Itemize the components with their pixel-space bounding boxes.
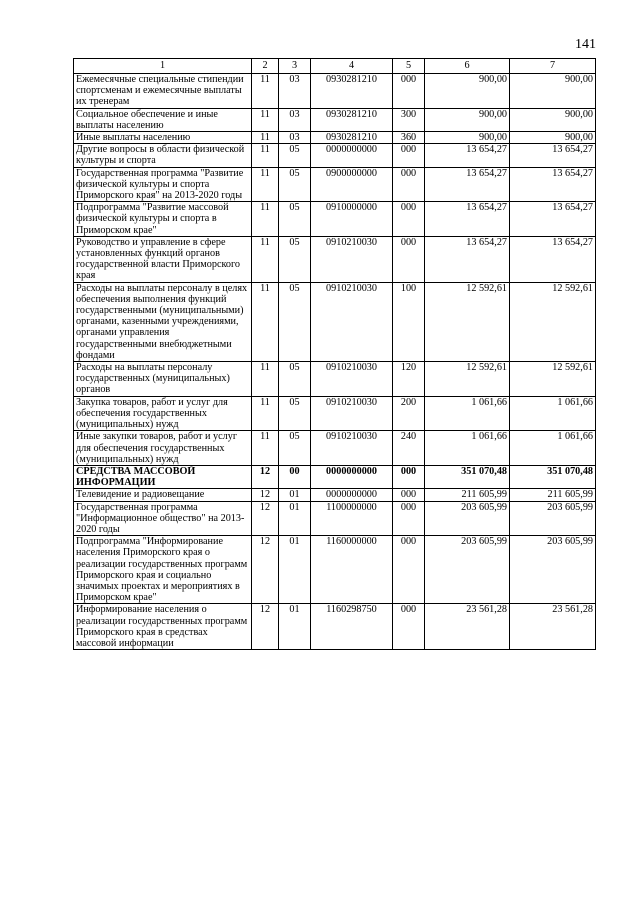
table-row xyxy=(74,282,596,361)
table-row xyxy=(74,236,596,282)
row-amount-year-1: 211 605,99 xyxy=(425,489,510,501)
row-subsection-code: 05 xyxy=(279,431,311,466)
row-expense-type-code: 000 xyxy=(393,536,425,604)
table-row xyxy=(74,604,596,650)
row-amount-year-2: 12 592,61 xyxy=(510,282,596,361)
row-section-code: 12 xyxy=(252,501,279,536)
table-row xyxy=(74,396,596,431)
row-expense-type-code: 000 xyxy=(393,74,425,109)
row-name: Другие вопросы в области физической культуры и спорта xyxy=(74,144,252,167)
row-expense-type-code: 200 xyxy=(393,396,425,431)
row-amount-year-2: 23 561,28 xyxy=(510,604,596,650)
row-subsection-code: 03 xyxy=(279,108,311,131)
row-amount-year-1: 1 061,66 xyxy=(425,431,510,466)
table-row xyxy=(74,489,596,501)
row-target-article-code: 0910000000 xyxy=(311,202,393,237)
header-row xyxy=(74,59,596,74)
row-name: Иные закупки товаров, работ и услуг для обеспечения государственных (муниципальных) нужд xyxy=(74,431,252,466)
row-expense-type-code: 000 xyxy=(393,604,425,650)
row-expense-type-code: 000 xyxy=(393,489,425,501)
column-header: 7 xyxy=(510,59,596,74)
row-name: Подпрограмма "Информирование населения Приморского края о реализации государственных программ Приморского края и социально значимых проектах и мероприятиях в Приморском крае" xyxy=(74,536,252,604)
column-header: 6 xyxy=(425,59,510,74)
table-row xyxy=(74,202,596,237)
row-amount-year-1: 900,00 xyxy=(425,74,510,109)
row-amount-year-1: 12 592,61 xyxy=(425,282,510,361)
table-row xyxy=(74,431,596,466)
row-expense-type-code: 300 xyxy=(393,108,425,131)
row-target-article-code: 0000000000 xyxy=(311,465,393,488)
row-subsection-code: 03 xyxy=(279,132,311,144)
row-amount-year-2: 203 605,99 xyxy=(510,536,596,604)
column-header: 4 xyxy=(311,59,393,74)
row-target-article-code: 0900000000 xyxy=(311,167,393,202)
column-header: 5 xyxy=(393,59,425,74)
row-section-code: 11 xyxy=(252,431,279,466)
row-amount-year-2: 13 654,27 xyxy=(510,202,596,237)
table-row xyxy=(74,144,596,167)
row-amount-year-1: 900,00 xyxy=(425,132,510,144)
row-amount-year-1: 23 561,28 xyxy=(425,604,510,650)
row-expense-type-code: 000 xyxy=(393,144,425,167)
page-number: 141 xyxy=(575,37,596,52)
row-section-code: 11 xyxy=(252,144,279,167)
row-name: Телевидение и радиовещание xyxy=(74,489,252,501)
table-row xyxy=(74,536,596,604)
row-target-article-code: 0930281210 xyxy=(311,132,393,144)
row-name: Подпрограмма "Развитие массовой физической культуры и спорта в Приморском крае" xyxy=(74,202,252,237)
row-target-article-code: 0910210030 xyxy=(311,431,393,466)
row-section-code: 11 xyxy=(252,396,279,431)
row-section-code: 12 xyxy=(252,489,279,501)
row-name: СРЕДСТВА МАССОВОЙ ИНФОРМАЦИИ xyxy=(74,465,252,488)
row-amount-year-1: 1 061,66 xyxy=(425,396,510,431)
row-name: Закупка товаров, работ и услуг для обеспечения государственных (муниципальных) нужд xyxy=(74,396,252,431)
row-subsection-code: 05 xyxy=(279,202,311,237)
row-name: Социальное обеспечение и иные выплаты населению xyxy=(74,108,252,131)
row-amount-year-2: 351 070,48 xyxy=(510,465,596,488)
column-header: 1 xyxy=(74,59,252,74)
row-amount-year-2: 12 592,61 xyxy=(510,362,596,397)
row-subsection-code: 05 xyxy=(279,167,311,202)
row-target-article-code: 0910210030 xyxy=(311,282,393,361)
row-target-article-code: 0910210030 xyxy=(311,396,393,431)
row-section-code: 12 xyxy=(252,604,279,650)
row-target-article-code: 0930281210 xyxy=(311,108,393,131)
row-subsection-code: 01 xyxy=(279,501,311,536)
row-subsection-code: 01 xyxy=(279,604,311,650)
row-amount-year-1: 203 605,99 xyxy=(425,536,510,604)
row-amount-year-1: 351 070,48 xyxy=(425,465,510,488)
row-section-code: 11 xyxy=(252,167,279,202)
row-name: Руководство и управление в сфере установленных функций органов государственной власти Приморского края xyxy=(74,236,252,282)
row-amount-year-2: 13 654,27 xyxy=(510,167,596,202)
row-subsection-code: 05 xyxy=(279,396,311,431)
budget-table xyxy=(73,58,596,650)
row-expense-type-code: 100 xyxy=(393,282,425,361)
row-expense-type-code: 120 xyxy=(393,362,425,397)
row-section-code: 11 xyxy=(252,132,279,144)
row-amount-year-1: 203 605,99 xyxy=(425,501,510,536)
table-row xyxy=(74,108,596,131)
row-amount-year-2: 211 605,99 xyxy=(510,489,596,501)
row-name: Расходы на выплаты персоналу государственных (муниципальных) органов xyxy=(74,362,252,397)
row-subsection-code: 03 xyxy=(279,74,311,109)
row-amount-year-1: 900,00 xyxy=(425,108,510,131)
row-amount-year-1: 13 654,27 xyxy=(425,144,510,167)
row-amount-year-2: 203 605,99 xyxy=(510,501,596,536)
row-subsection-code: 05 xyxy=(279,282,311,361)
row-subsection-code: 05 xyxy=(279,362,311,397)
column-header: 3 xyxy=(279,59,311,74)
table-row xyxy=(74,74,596,109)
row-expense-type-code: 000 xyxy=(393,465,425,488)
row-target-article-code: 0000000000 xyxy=(311,489,393,501)
row-section-code: 12 xyxy=(252,465,279,488)
row-name: Государственная программа "Развитие физической культуры и спорта Приморского края" на 2013-2020 годы xyxy=(74,167,252,202)
table-row xyxy=(74,501,596,536)
row-expense-type-code: 000 xyxy=(393,236,425,282)
table-row xyxy=(74,167,596,202)
row-target-article-code: 1100000000 xyxy=(311,501,393,536)
row-subsection-code: 00 xyxy=(279,465,311,488)
row-amount-year-1: 13 654,27 xyxy=(425,202,510,237)
row-target-article-code: 1160298750 xyxy=(311,604,393,650)
row-expense-type-code: 000 xyxy=(393,202,425,237)
column-header: 2 xyxy=(252,59,279,74)
row-subsection-code: 05 xyxy=(279,144,311,167)
row-name: Государственная программа "Информационное общество" на 2013-2020 годы xyxy=(74,501,252,536)
row-target-article-code: 0910210030 xyxy=(311,362,393,397)
row-expense-type-code: 240 xyxy=(393,431,425,466)
row-subsection-code: 01 xyxy=(279,536,311,604)
row-expense-type-code: 000 xyxy=(393,167,425,202)
row-section-code: 11 xyxy=(252,108,279,131)
row-amount-year-1: 12 592,61 xyxy=(425,362,510,397)
row-target-article-code: 0930281210 xyxy=(311,74,393,109)
row-subsection-code: 01 xyxy=(279,489,311,501)
row-amount-year-2: 900,00 xyxy=(510,108,596,131)
row-amount-year-1: 13 654,27 xyxy=(425,236,510,282)
table-row xyxy=(74,362,596,397)
row-target-article-code: 0910210030 xyxy=(311,236,393,282)
row-name: Информирование населения о реализации государственных программ Приморского края в средствах массовой информации xyxy=(74,604,252,650)
row-target-article-code: 0000000000 xyxy=(311,144,393,167)
row-section-code: 11 xyxy=(252,362,279,397)
row-amount-year-2: 13 654,27 xyxy=(510,144,596,167)
row-amount-year-2: 1 061,66 xyxy=(510,396,596,431)
row-target-article-code: 1160000000 xyxy=(311,536,393,604)
table-row xyxy=(74,465,596,488)
row-subsection-code: 05 xyxy=(279,236,311,282)
row-name: Расходы на выплаты персоналу в целях обеспечения выполнения функций государственными (муниципальными) органами, казенными учреждениями, органами управления государственными внебюджетными фондами xyxy=(74,282,252,361)
row-amount-year-2: 1 061,66 xyxy=(510,431,596,466)
row-section-code: 11 xyxy=(252,282,279,361)
row-expense-type-code: 360 xyxy=(393,132,425,144)
row-amount-year-2: 900,00 xyxy=(510,132,596,144)
table-row xyxy=(74,132,596,144)
row-section-code: 11 xyxy=(252,202,279,237)
row-amount-year-2: 13 654,27 xyxy=(510,236,596,282)
row-expense-type-code: 000 xyxy=(393,501,425,536)
row-section-code: 11 xyxy=(252,74,279,109)
row-name: Иные выплаты населению xyxy=(74,132,252,144)
row-amount-year-1: 13 654,27 xyxy=(425,167,510,202)
row-amount-year-2: 900,00 xyxy=(510,74,596,109)
row-section-code: 11 xyxy=(252,236,279,282)
row-name: Ежемесячные специальные стипендии спортсменам и ежемесячные выплаты их тренерам xyxy=(74,74,252,109)
row-section-code: 12 xyxy=(252,536,279,604)
